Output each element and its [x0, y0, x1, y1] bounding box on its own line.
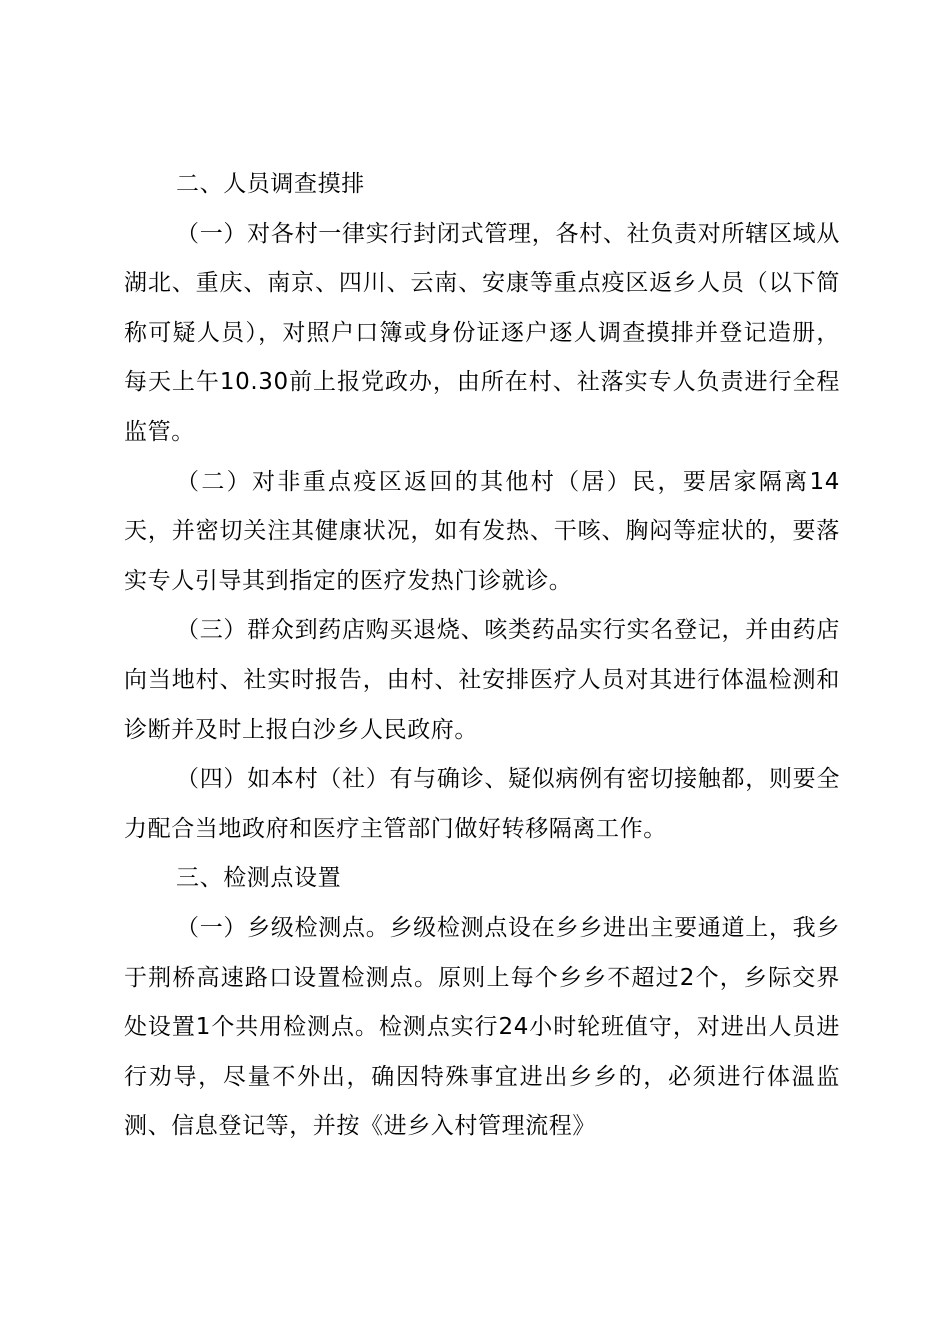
- paragraph-close-contact: （四）如本村（社）有与确诊、疑似病例有密切接触都，则要全力配合当地政府和医疗主管部门做好转移隔离工作。: [124, 766, 840, 842]
- document-body: [124, 160, 840, 1152]
- paragraph-home-isolation: （二）对非重点疫区返回的其他村（居）民，要居家隔离14天，并密切关注其健康状况，如有发热、干咳、胸闷等症状的，要落实专人引导其到指定的医疗发热门诊就诊。: [124, 468, 840, 594]
- paragraph-township-checkpoint: （一）乡级检测点。乡级检测点设在乡乡进出主要通道上，我乡于荆桥高速路口设置检测点。原则上每个乡乡不超过2个，乡际交界处设置1个共用检测点。检测点实行24小时轮班值守，对进出人员进行劝导，尽量不外出，确因特殊事宜进出乡乡的，必须进行体温监测、信息登记等，并按《进乡入村管理流程》: [124, 914, 840, 1140]
- paragraph-pharmacy-registration: （三）群众到药店购买退烧、咳类药品实行实名登记，并由药店向当地村、社实时报告，由村、社安排医疗人员对其进行体温检测和诊断并及时上报白沙乡人民政府。: [124, 617, 840, 743]
- section-heading-personnel-survey: 二、人员调查摸排: [176, 171, 365, 197]
- paragraph-closed-management: （一）对各村一律实行封闭式管理，各村、社负责对所辖区域从湖北、重庆、南京、四川、云南、安康等重点疫区返乡人员（以下简称可疑人员），对照户口簿或身份证逐户逐人调查摸排并登记造册，每天上午10.30前上报党政办，由所在村、社落实专人负责进行全程监管。: [124, 220, 840, 445]
- section-heading-checkpoints: 三、检测点设置: [176, 865, 342, 892]
